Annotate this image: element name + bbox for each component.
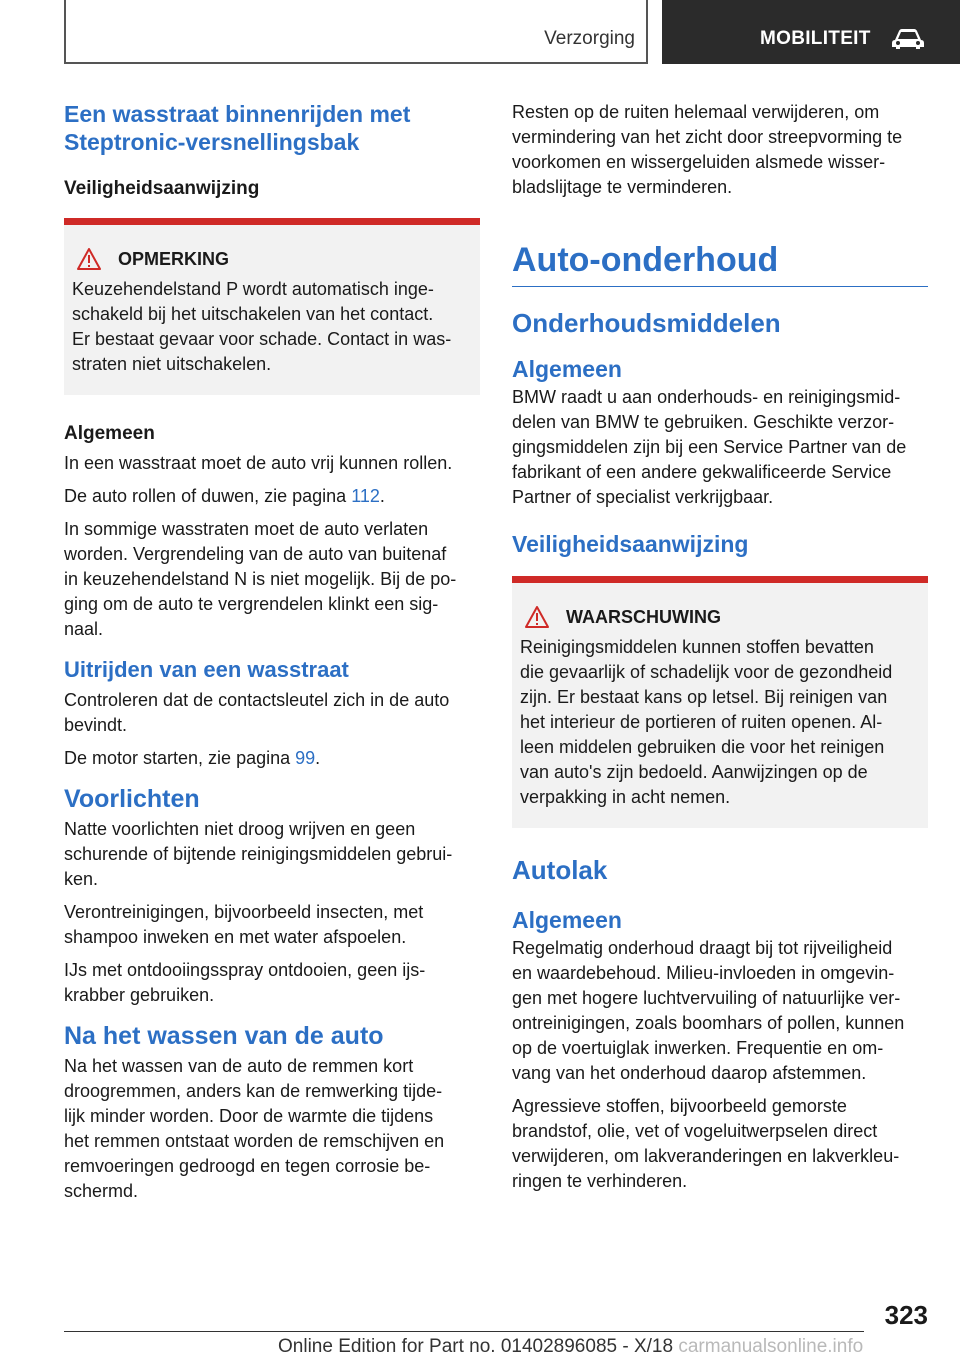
warning-title: WAARSCHUWING (566, 606, 721, 627)
paragraph-roll: In een wasstraat moet de auto vrij kunnen rollen. (64, 453, 453, 473)
page-link-112[interactable]: 112 (351, 486, 380, 506)
section-title-paint: Autolak (512, 855, 608, 885)
paragraph-engine: De motor starten, zie pagina 99. (64, 748, 321, 768)
section-title-after-wash: Na het wassen van de auto (64, 1022, 384, 1050)
safety-subheading: Veiligheidsaanwijzing (64, 178, 260, 199)
paragraph-windows: Resten op de ruiten helemaal verwijderen, om vermindering van het zicht door streepvorming te voorkomen en wissergeluiden alsmede wisser- bladslijtage te verminderen. (512, 102, 903, 197)
general-subheading: Algemeen (64, 423, 155, 444)
paragraph-push: De auto rollen of duwen, zie pagina 112. (64, 486, 385, 506)
paragraph-after-wash: Na het wassen van de auto de remmen kort droogremmen, anders kan de remwerking tijde- lijk minder worden. Door de warmte die tijdens het remmen ontstaat worden de remschijven en remvoeringen gedroogd en tegen corrosie be- schermd. (64, 1056, 445, 1201)
footer-edition (278, 1336, 863, 1358)
section-title-exit: Uitrijden van een wasstraat (64, 657, 349, 682)
header-chapter-title: MOBILITEIT (760, 28, 871, 49)
paragraph-paint-2: Agressieve stoffen, bijvoorbeeld gemorste brandstof, olie, vet of vogeluitwerpselen direct verwijderen, om lakveranderingen en lakverkleu- ringen te verhinderen. (512, 1096, 900, 1191)
page-number: 323 (884, 1300, 928, 1330)
paragraph-care-products: BMW raadt u aan onderhouds- en reinigingsmid- delen van BMW te gebruiken. Geschikte verzor- gingsmiddelen zijn bij een Service Partner van de fabrikant of een andere gekwalificeerde Service Partner of specialist verkrijgbaar. (512, 387, 907, 507)
paragraph-lock: In sommige wasstraten moet de auto verlaten worden. Vergrendeling van de auto van buitenaf in keuzehendelstand N is niet mogelijk. Bij de po- ging om de auto te vergrendelen klinkt een sig- naal. (64, 519, 457, 639)
note-box (64, 218, 480, 395)
warning-triangle-icon (524, 605, 550, 629)
main-title: Auto-onderhoud (512, 241, 779, 279)
footer-rule (64, 1331, 864, 1332)
paragraph-key: Controleren dat de contactsleutel zich in de auto bevindt. (64, 690, 450, 735)
subsection-title-general: Algemeen (512, 356, 622, 382)
main-title-rule (512, 240, 928, 287)
warning-triangle-icon (76, 247, 102, 271)
note-text: Keuzehendelstand P wordt automatisch inge- schakeld bij het uitschakelen van het contact. Er bestaat gevaar voor schade. Contact in was- straten niet uitschakelen. (72, 279, 452, 374)
section-title-car-wash (64, 100, 480, 156)
page-link-99[interactable]: 99 (295, 748, 316, 768)
section-title-headlights: Voorlichten (64, 785, 200, 813)
car-icon (890, 26, 926, 50)
subsection-title-paint-general: Algemeen (512, 907, 622, 933)
title-line-1: Een wasstraat binnenrijden met (64, 101, 411, 127)
paragraph-headlights-3: IJs met ontdooiingsspray ontdooien, geen ijs- krabber gebruiken. (64, 960, 426, 1005)
edition-text: Online Edition for Part no. 01402896085 - X/18 (278, 1336, 674, 1357)
section-title-care-products: Onderhoudsmiddelen (512, 308, 781, 338)
header-section-title: Verzorging (544, 28, 635, 49)
title-line-2: Steptronic-versnellingsbak (64, 129, 360, 155)
paragraph-paint-1: Regelmatig onderhoud draagt bij tot rijveiligheid en waardebehoud. Milieu-invloeden in omgevin- gen met hogere luchtvervuiling of natuurlijke ver- ontreinigingen, zoals boomhars of pollen, kunnen op de voertuiglak inwerken. Frequentie en om- vang van het onderhoud daarop afstemmen. (512, 938, 905, 1083)
subsection-title-safety: Veiligheidsaanwijzing (512, 531, 749, 557)
paragraph-headlights-2: Verontreinigingen, bijvoorbeeld insecten, met shampoo inweken en met water afspoelen. (64, 902, 424, 947)
warning-text: Reinigingsmiddelen kunnen stoffen bevatten die gevaarlijk of schadelijk voor de gezondheid zijn. Er bestaat kans op letsel. Bij reinigen van het interieur de portieren of ruiten openen. Al- leen middelen gebruiken die voor het reinigen van auto's zijn bedoeld. Aanwijzingen op de verpakking in acht nemen. (520, 637, 893, 807)
watermark-text: carmanualsonline.info (678, 1336, 864, 1357)
paragraph-headlights-1: Natte voorlichten niet droog wrijven en geen schurende of bijtende reinigingsmiddelen gebrui- ken. (64, 819, 453, 889)
left-column (64, 100, 480, 1204)
right-column (512, 100, 928, 1194)
header-chapter-tab (662, 0, 960, 64)
note-title: OPMERKING (118, 248, 230, 269)
warning-box (512, 576, 928, 828)
